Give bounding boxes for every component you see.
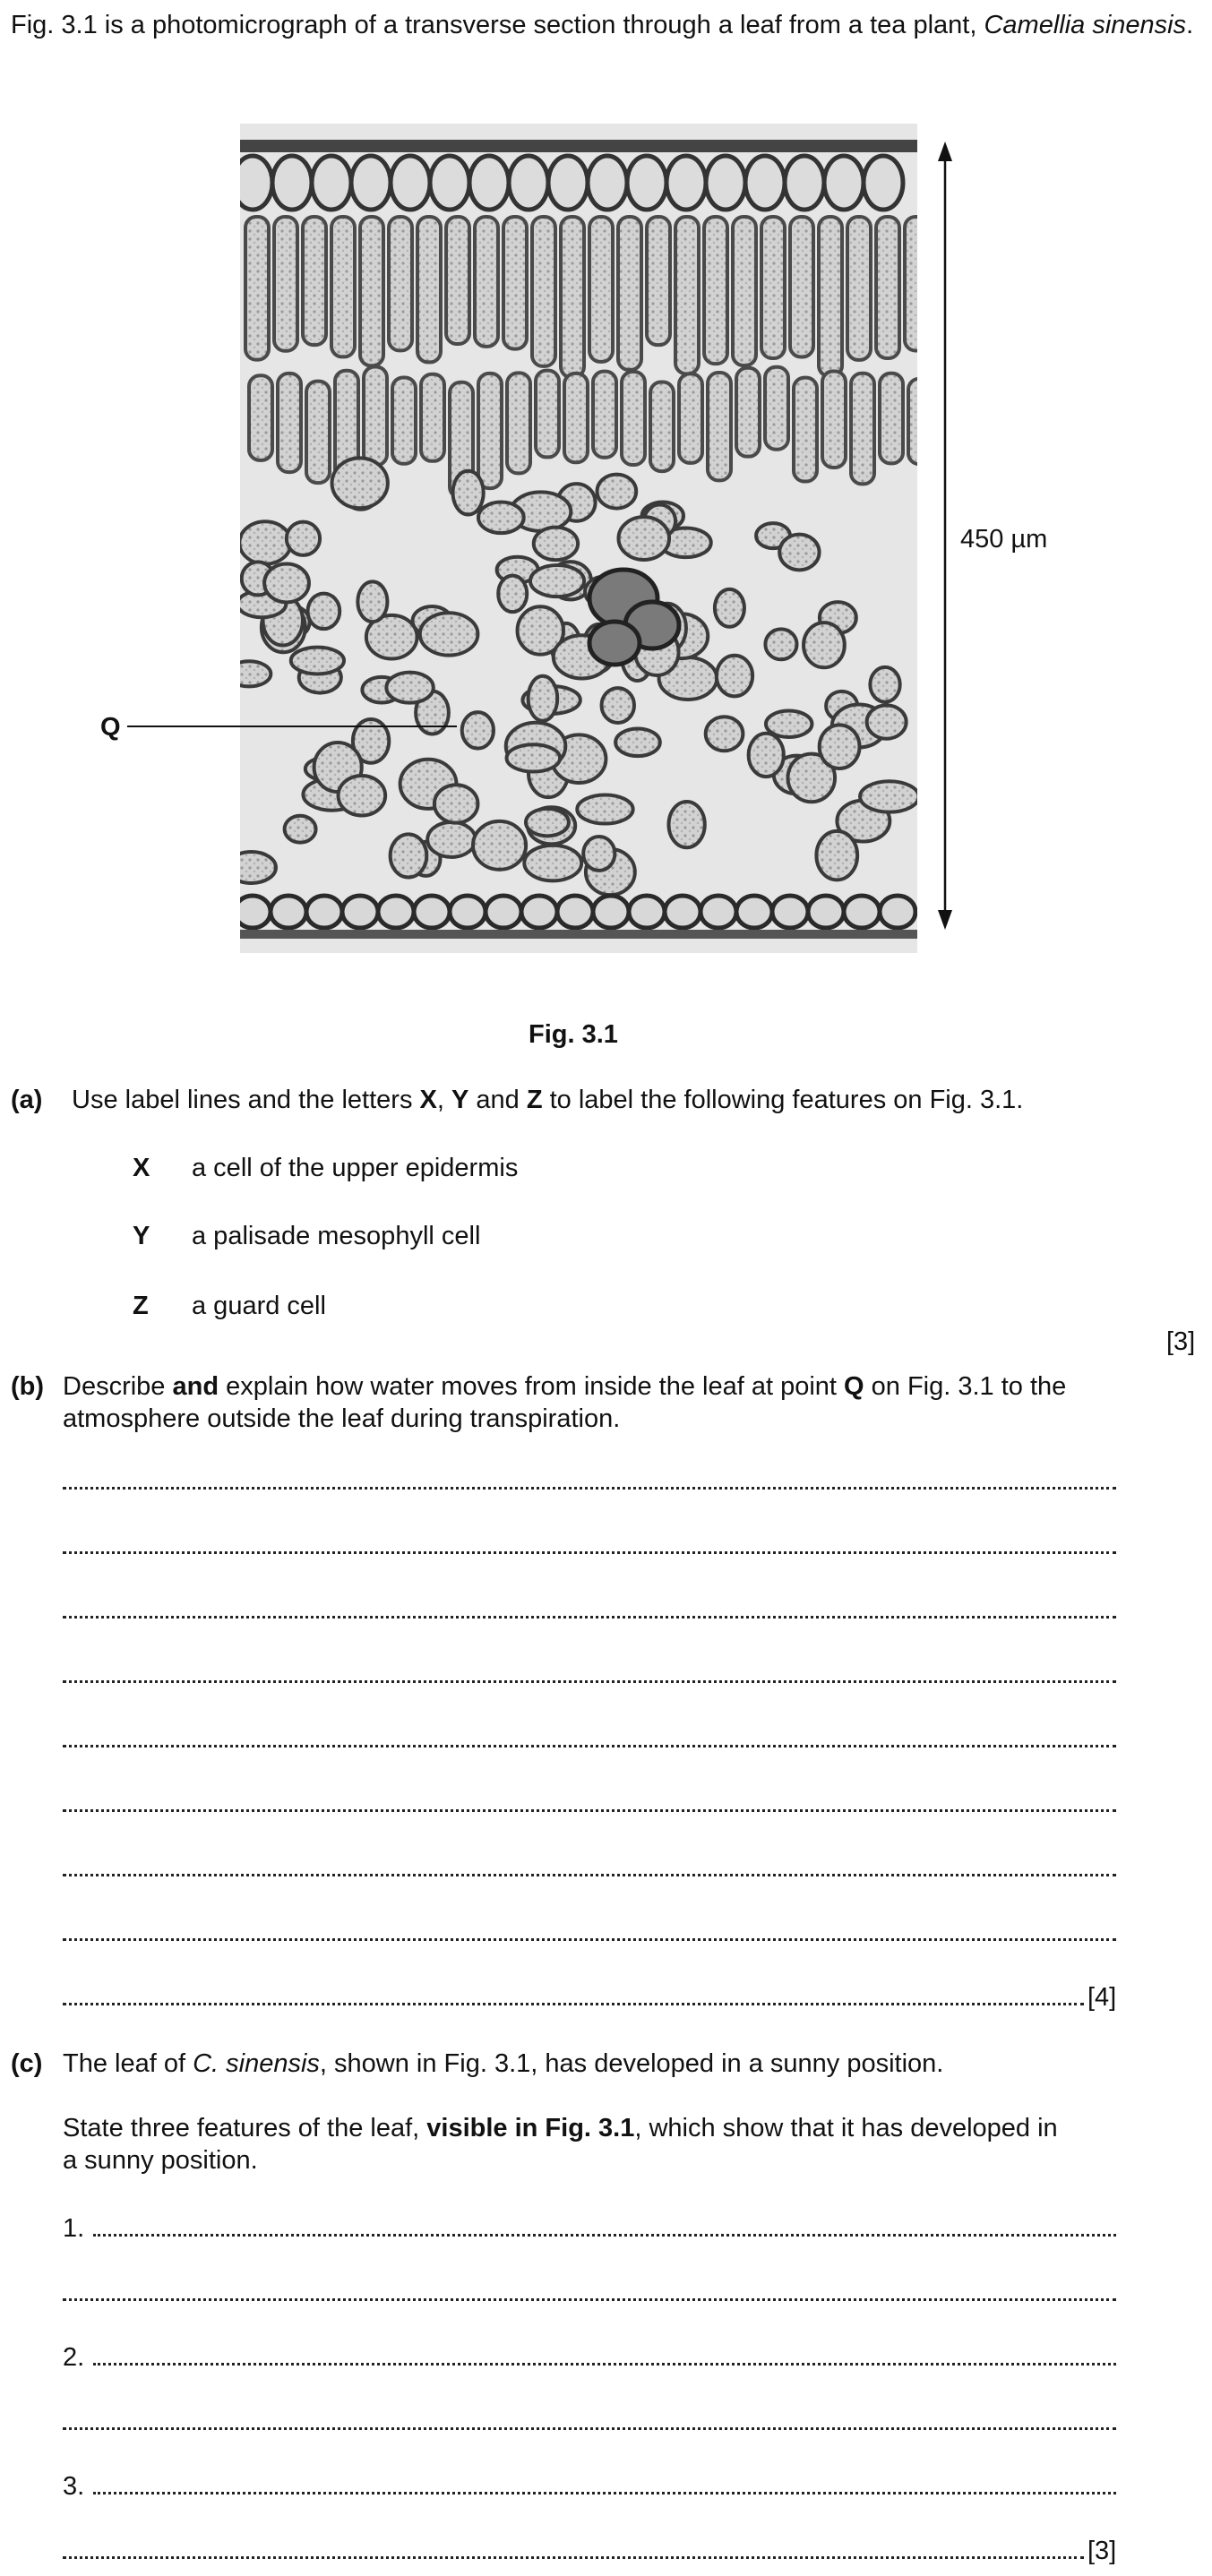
part-a-text-a: Use label lines and the letters bbox=[72, 1086, 420, 1114]
item-x-letter: X bbox=[133, 1154, 150, 1182]
part-c-q-b: , which show that it has developed in bbox=[634, 2114, 1058, 2142]
part-b-marks: [4] bbox=[1087, 1983, 1117, 2012]
part-b-text-a: Describe bbox=[63, 1372, 173, 1401]
answer-line[interactable] bbox=[63, 2298, 1116, 2301]
intro-text-a: Fig. 3.1 is a photomicrograph of a transverse section through a leaf from a tea plant, bbox=[11, 11, 984, 39]
part-c-question bbox=[63, 2112, 1058, 2145]
part-a-x: X bbox=[419, 1086, 437, 1114]
answer-number-1: 1. bbox=[63, 2214, 85, 2243]
part-c-number: (c) bbox=[11, 2049, 43, 2078]
answer-line[interactable] bbox=[63, 2427, 1116, 2430]
answer-line[interactable] bbox=[63, 1551, 1116, 1554]
part-a-question bbox=[72, 1084, 1023, 1117]
answer-line[interactable] bbox=[63, 2003, 1084, 2005]
intro-text bbox=[11, 9, 1202, 42]
label-q: Q bbox=[100, 713, 121, 742]
answer-line[interactable] bbox=[63, 1616, 1116, 1619]
answer-line[interactable] bbox=[63, 1938, 1116, 1941]
label-q-line bbox=[127, 724, 459, 729]
part-b-question-line2: atmosphere outside the leaf during transpiration. bbox=[63, 1404, 621, 1433]
part-c-q-bold: visible in Fig. 3.1 bbox=[426, 2114, 635, 2142]
part-a-y: Y bbox=[451, 1086, 469, 1114]
part-a-sep1: , bbox=[436, 1086, 451, 1114]
intro-text-b: . bbox=[1186, 11, 1194, 39]
answer-line[interactable] bbox=[63, 1745, 1116, 1747]
leaf-photomicrograph bbox=[240, 124, 917, 953]
item-x-text: a cell of the upper epidermis bbox=[192, 1154, 519, 1182]
part-b-question bbox=[63, 1370, 1066, 1404]
part-c-q-a: State three features of the leaf, bbox=[63, 2114, 427, 2142]
item-y-text: a palisade mesophyll cell bbox=[192, 1222, 481, 1250]
leaf-section-drawing bbox=[240, 124, 917, 953]
part-b-q: Q bbox=[844, 1372, 864, 1401]
part-a-text-b: to label the following features on Fig. 3.1. bbox=[542, 1086, 1024, 1114]
intro-species: Camellia sinensis bbox=[984, 11, 1187, 39]
answer-line[interactable] bbox=[63, 1680, 1116, 1683]
scale-label: 450 µm bbox=[960, 525, 1048, 554]
part-a-sep2: and bbox=[468, 1086, 527, 1114]
answer-line[interactable] bbox=[63, 1874, 1116, 1876]
answer-line[interactable] bbox=[63, 1809, 1116, 1812]
answer-line[interactable] bbox=[63, 1487, 1116, 1490]
answer-number-2: 2. bbox=[63, 2343, 85, 2372]
answer-line[interactable] bbox=[93, 2492, 1116, 2494]
part-c-text-b: , shown in Fig. 3.1, has developed in a sunny position. bbox=[319, 2049, 944, 2078]
item-z-text: a guard cell bbox=[192, 1292, 326, 1320]
scale-arrow bbox=[932, 142, 958, 930]
part-a-marks: [3] bbox=[1166, 1327, 1196, 1356]
answer-line[interactable] bbox=[63, 2556, 1084, 2559]
part-c-question-line2: a sunny position. bbox=[63, 2146, 258, 2175]
answer-number-3: 3. bbox=[63, 2472, 85, 2501]
item-z-letter: Z bbox=[133, 1292, 149, 1320]
part-b-text-c: on Fig. 3.1 to the bbox=[864, 1372, 1067, 1401]
part-a-number: (a) bbox=[11, 1086, 43, 1114]
part-a-z: Z bbox=[526, 1086, 543, 1114]
item-y-letter: Y bbox=[133, 1222, 150, 1250]
part-c-marks: [3] bbox=[1087, 2537, 1117, 2565]
answer-line[interactable] bbox=[93, 2363, 1116, 2366]
part-b-number: (b) bbox=[11, 1372, 45, 1401]
part-c-statement bbox=[63, 2048, 943, 2081]
figure-caption: Fig. 3.1 bbox=[529, 1020, 618, 1049]
part-b-text-b: explain how water moves from inside the leaf at point bbox=[219, 1372, 845, 1401]
part-c-species: C. sinensis bbox=[193, 2049, 320, 2078]
part-c-text-a: The leaf of bbox=[63, 2049, 193, 2078]
answer-line[interactable] bbox=[93, 2234, 1116, 2237]
part-b-and: and bbox=[172, 1372, 219, 1401]
